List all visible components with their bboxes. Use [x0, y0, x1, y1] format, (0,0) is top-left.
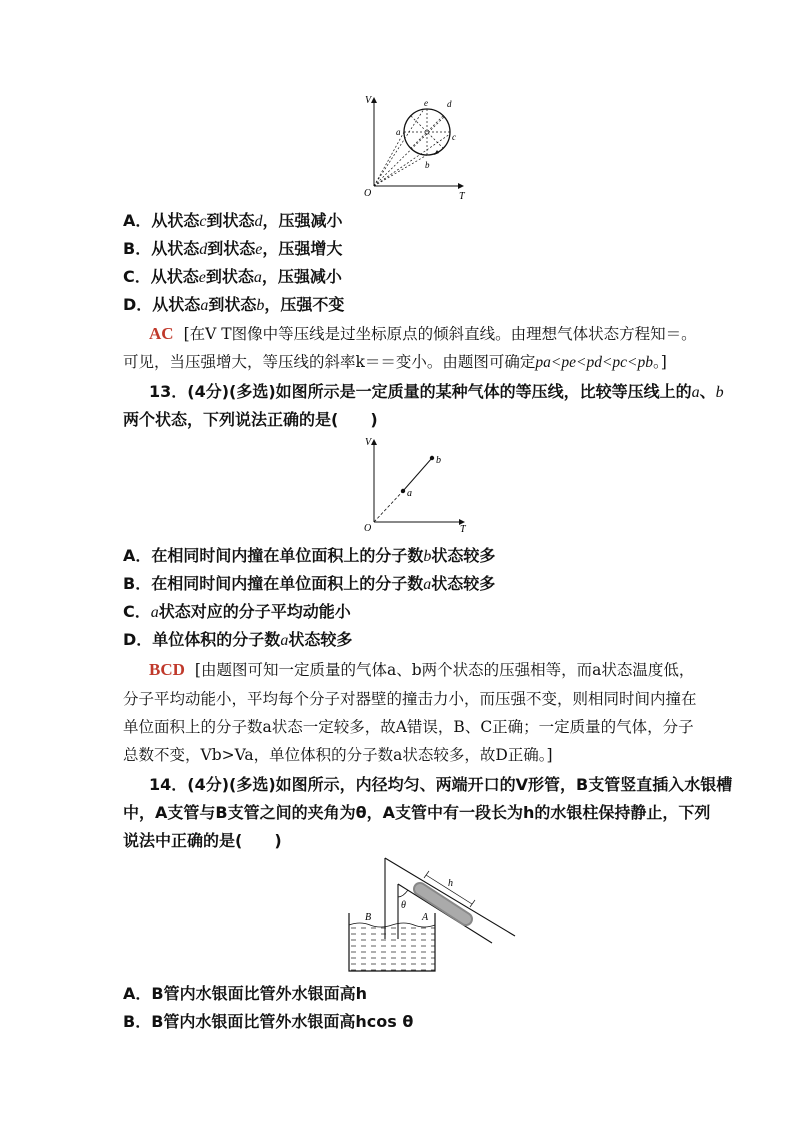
q13-option-c: C．a状态对应的分子平均动能小	[123, 602, 351, 621]
q13-answer-tag: BCD	[149, 660, 185, 679]
fig3-label-h: h	[448, 878, 453, 889]
fig3-label-b: B	[365, 912, 372, 923]
fig2-label-o: O	[364, 523, 372, 534]
q12-option-c: C．从状态e到状态a，压强减小	[123, 267, 342, 286]
fig2-label-a: a	[407, 488, 412, 499]
fig1-label-c: c	[452, 132, 456, 142]
q14-stem-line-3: 说法中正确的是( )	[123, 831, 282, 850]
q14-option-a: A．B管内水银面比管外水银面高h	[123, 984, 367, 1003]
isobar-solid	[403, 458, 432, 491]
fig1-label-a: a	[396, 127, 401, 137]
fig1-label-e: e	[424, 98, 428, 108]
fig1-label-t: T	[459, 191, 465, 202]
q14-stem-line-1: 14．(4分)(多选)如图所示，内径均匀、两端开口的V形管，B支管竖直插入水银槽	[149, 775, 733, 794]
fig1-label-d: d	[447, 99, 452, 109]
fig1-label-o: O	[364, 188, 372, 199]
q13-answer-line-4: 总数不变，Vb>Va，单位体积的分子数a状态较多，故D正确。]	[123, 746, 553, 764]
v-tube-figure	[340, 853, 518, 977]
q12-option-b: B．从状态d到状态e，压强增大	[123, 239, 343, 258]
q12-option-a: A．从状态c到状态d，压强减小	[123, 211, 343, 230]
fig2-label-t: T	[460, 524, 466, 535]
q14-option-b: B．B管内水银面比管外水银面高hcos θ	[123, 1012, 414, 1031]
q13-option-b: B．在相同时间内撞在单位面积上的分子数a状态较多	[123, 574, 496, 593]
isobar-dashed	[374, 491, 403, 522]
state-cycle-circle	[404, 109, 450, 155]
q12-answer-line-2: 可见，当压强增大，等压线的斜率k＝＝变小。由题图可确定pa<pe<pd<pc<pb。]	[123, 353, 667, 371]
q13-option-a: A．在相同时间内撞在单位面积上的分子数b状态较多	[123, 546, 496, 565]
fig2-label-b: b	[436, 455, 441, 466]
fig1-label-v: V	[365, 95, 372, 106]
mercury-in-trough	[349, 923, 435, 971]
q13-stem-line-2: 两个状态，下列说法正确的是( )	[123, 410, 378, 429]
q13-stem-line-1: 13．(4分)(多选)如图所示是一定质量的某种气体的等压线，比较等压线上的a、b	[149, 382, 724, 401]
q14-stem-line-2: 中，A支管与B支管之间的夹角为θ，A支管中有一段长为h的水银柱保持静止，下列	[123, 803, 711, 822]
fig3-label-a: A	[422, 912, 429, 923]
fig1-label-b: b	[425, 160, 430, 170]
q12-answer-line-1: AC [在V T图像中等压线是过坐标原点的倾斜直线。由理想气体状态方程知＝。	[149, 324, 697, 343]
q13-answer-line-2: 分子平均动能小，平均每个分子对器壁的撞击力小，而压强不变，则相同时间内撞在	[123, 690, 697, 708]
fig2-label-v: V	[365, 437, 372, 448]
q13-answer-line-3: 单位面积上的分子数a状态一定较多，故A错误，B、C正确；一定质量的气体，分子	[123, 718, 694, 736]
point-a	[401, 489, 405, 493]
q12-answer-tag: AC	[149, 324, 174, 343]
isobar-figure	[362, 434, 477, 536]
point-b	[430, 456, 434, 460]
fig3-label-theta: θ	[401, 900, 406, 911]
vt-circle-figure	[355, 90, 475, 205]
q13-answer-line-1: BCD [由题图可知一定质量的气体a、b两个状态的压强相等，而a状态温度低，	[149, 660, 695, 679]
theta-arc	[398, 890, 408, 897]
q13-option-d: D．单位体积的分子数a状态较多	[123, 630, 353, 649]
q12-option-d: D．从状态a到状态b，压强不变	[123, 295, 345, 314]
